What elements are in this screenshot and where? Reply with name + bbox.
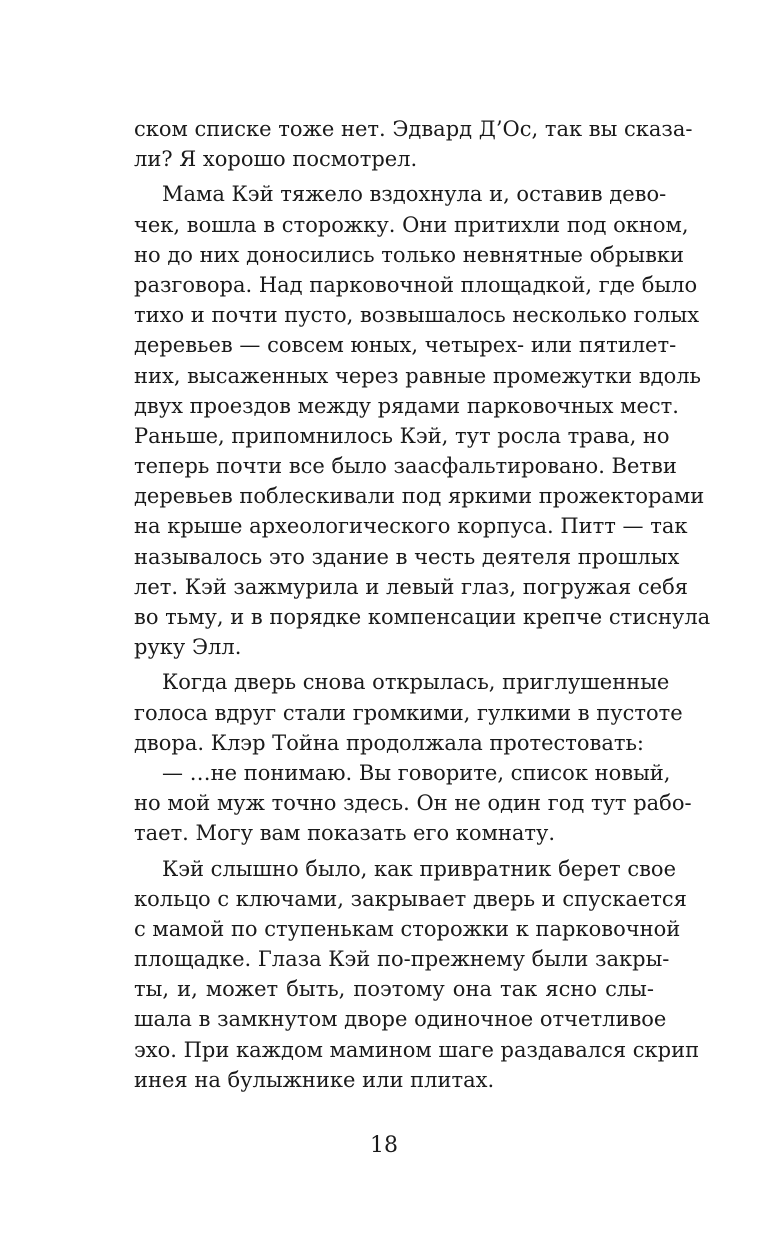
- text-line: ли? Я хорошо посмотрел.: [134, 147, 418, 172]
- text-line: деревьев поблескивали под яркими прожекторами: [134, 484, 705, 509]
- text-line: ском списке тоже нет. Эдвард Д’Ос, так вы сказа-: [134, 117, 693, 141]
- paragraph: [134, 667, 683, 758]
- text-line: тихо и почти пусто, возвышалось несколько голых: [134, 303, 700, 328]
- text-line: но до них доносились только невнятные обрывки: [134, 242, 685, 267]
- text-line: инея на булыжнике или плитах.: [134, 1067, 495, 1092]
- text-line: Кэй слышно было, как привратник берет свое: [162, 856, 676, 881]
- text-line: Когда дверь снова открылась, приглушенные: [162, 670, 670, 695]
- paragraph: [134, 179, 711, 662]
- text-line: голоса вдруг стали громкими, гулкими в пустоте: [134, 700, 683, 725]
- text-line: Мама Кэй тяжело вздохнула и, оставив дево-: [162, 182, 667, 207]
- text-line: на крыше археологического корпуса. Питт — так: [134, 514, 688, 539]
- text-line: называлось это здание в честь деятеля прошлых: [134, 544, 680, 569]
- paragraph: [134, 854, 700, 1096]
- paragraph: [134, 114, 693, 174]
- text-line: эхо. При каждом мамином шаге раздавался скрип: [134, 1037, 700, 1062]
- text-line: лет. Кэй зажмурила и левый глаз, погружая себя: [134, 574, 688, 599]
- text-line: теперь почти все было заасфальтировано. Ветви: [134, 454, 677, 479]
- text-line: с мамой по ступенькам сторожки к парковочной: [134, 916, 681, 941]
- text-line: них, высаженных через равные промежутки вдоль: [134, 363, 701, 388]
- text-line: ты, и, может быть, поэтому она так ясно слы-: [134, 977, 654, 1002]
- text-line: разговора. Над парковочной площадкой, где было: [134, 272, 698, 297]
- text-line: кольцо с ключами, закрывает дверь и спускается: [134, 886, 687, 911]
- text-line: чек, вошла в сторожку. Они притихли под окном,: [134, 212, 689, 237]
- text-line: тает. Могу вам показать его комнату.: [134, 821, 556, 846]
- text-line: руку Элл.: [134, 635, 242, 660]
- text-line: — …не понимаю. Вы говорите, список новый,: [162, 760, 671, 785]
- dialogue-paragraph: [134, 758, 692, 849]
- text-line: площадке. Глаза Кэй по-прежнему были закры-: [134, 947, 670, 972]
- page-number: 18: [370, 1133, 398, 1158]
- body-text: [134, 114, 711, 1095]
- text-line: во тьму, и в порядке компенсации крепче стиснула: [134, 605, 711, 629]
- text-line: Раньше, припомнилось Кэй, тут росла трава, но: [134, 423, 670, 448]
- text-line: шала в замкнутом дворе одиночное отчетливое: [134, 1007, 667, 1032]
- text-line: но мой муж точно здесь. Он не один год тут рабо-: [134, 791, 692, 816]
- text-line: двух проездов между рядами парковочных мест.: [134, 393, 679, 418]
- text-line: двора. Клэр Тойна продолжала протестовать:: [134, 730, 645, 755]
- text-line: деревьев — совсем юных, четырех- или пятилет-: [134, 333, 677, 358]
